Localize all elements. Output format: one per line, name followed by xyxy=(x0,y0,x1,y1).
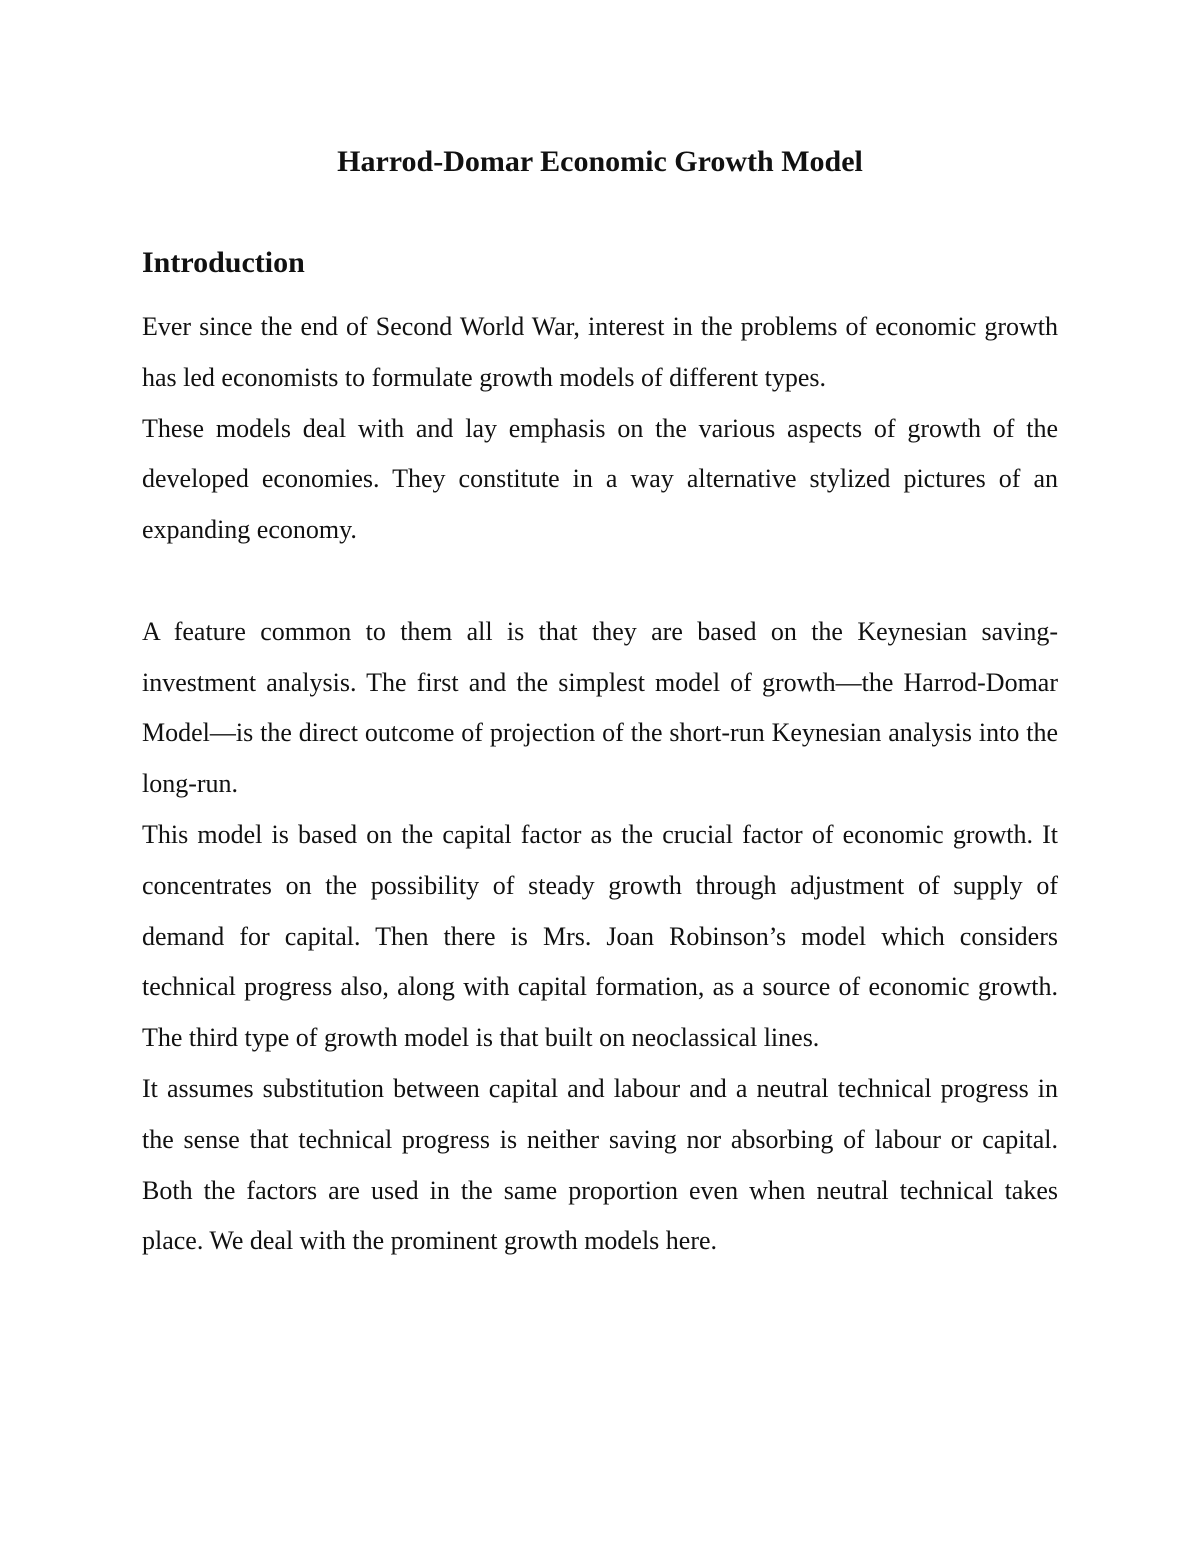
paragraph-5: It assumes substitution between capital and labour and a neutral technical progress in the sense that technical progress is neither saving nor absorbing of labour or capital. Both the factors are used in the same proportion even when neutral technical takes place. We deal with the prominent growth models here. xyxy=(142,1073,1058,1256)
document-title: Harrod-Domar Economic Growth Model xyxy=(337,145,863,178)
document-body xyxy=(142,302,1058,1267)
paragraph-3: A feature common to them all is that they are based on the Keynesian saving-investment analysis. The first and the simplest model of growth—the Harrod-Domar Model—is the direct outcome of projection of the short-run Keynesian analysis into the long-run. xyxy=(142,616,1058,799)
paragraph-2: These models deal with and lay emphasis on the various aspects of growth of the developed economies. They constitute in a way alternative stylized pictures of an expanding economy. xyxy=(142,413,1058,545)
paragraph-4: This model is based on the capital factor as the crucial factor of economic growth. It concentrates on the possibility of steady growth through adjustment of supply of demand for capital. Then there is Mrs. Joan Robinson’s model which considers technical progress also, along with capital formation, as a source of economic growth. The third type of growth model is that built on neoclassical lines. xyxy=(142,819,1058,1053)
section-heading-introduction: Introduction xyxy=(142,246,305,279)
paragraph-1: Ever since the end of Second World War, interest in the problems of economic growth has led economists to formulate growth models of different types. xyxy=(142,312,1058,392)
